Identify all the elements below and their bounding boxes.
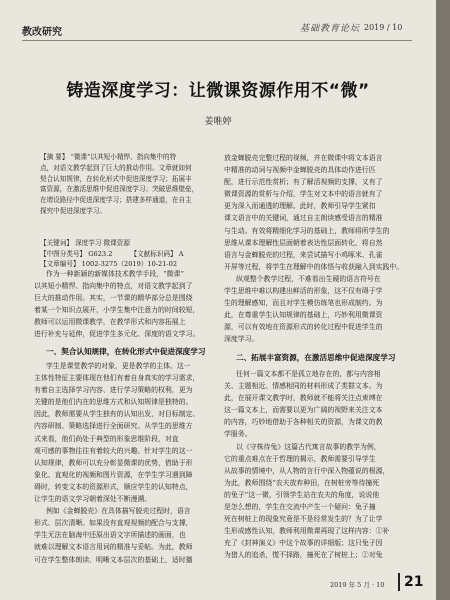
abstract-line: 契合认知规律，在转化形式中促进深度学习；拓展丰: [40, 174, 192, 183]
abstract-line: 点，对语文教学起到了巨大的推动作用。文章就如何: [40, 163, 192, 172]
body-line: 认知规律，教师可以充分彰显微课的优势，借助于形: [34, 458, 193, 467]
classification-number: 【中图分类号】 G623.2: [40, 249, 113, 258]
body-line: 以《守株待兔》这篇古代寓言故事的教学为例，: [236, 442, 381, 451]
body-line: 充了《封神演义》中这个故事的详细版；这只兔子因: [224, 539, 383, 548]
body-line: 式来看，他们尚处于典型的形象思维阶段，对直: [34, 434, 179, 443]
body-line: 学生思维中难以构建出鲜活的形象，这不仅有碍于学: [224, 287, 383, 296]
body-line: 深度学习。: [224, 335, 259, 344]
keywords: 【关键词】 深度学习 微课资源: [40, 239, 130, 247]
abstract: [40, 152, 206, 217]
article-author: 姜唯婷: [204, 117, 232, 127]
body-line: 学生无法在脑海中还原出语文字所描述的画面，也: [34, 531, 186, 540]
body-line: 主体性特征主要体现在他们有着自身真实的学习需求，: [34, 374, 200, 383]
left-column-body: [34, 268, 206, 341]
body-line: 学生是课堂教学的对象，更是教学的主体。这一: [46, 362, 191, 370]
page-number-bar: [398, 573, 400, 591]
body-line: 开屏等过程，将学生在理解中的体悟与收获融入到实践中。: [224, 262, 404, 271]
body-line: 死在树桩上的现象究竟是不是经常发生的？为了让学: [224, 515, 383, 524]
body-line: 内容研制、策略选择进行全面研究。从学生的思维方: [34, 422, 193, 431]
abstract-meta: [40, 238, 206, 270]
body-line: 微课资源的赏析与介绍，学生对文本中的语言就有了: [224, 190, 383, 199]
body-line: 是怎么想的，学生在交流中产生一个疑问：兔子撞: [224, 503, 376, 512]
body-line: 形式、层次清晰。如果没有直观视频的配合与支撑，: [34, 519, 193, 528]
body-line: 有着自主选择学习内容、进行学习策略的权利，更为: [34, 386, 193, 395]
section-2-body: [224, 368, 404, 562]
body-line: 为此，教师围绕“农夫放弃种田，在树桩旁等待撞死: [224, 478, 380, 487]
page-edge-shadow: [436, 0, 450, 600]
body-line: 更为深入而通透的理解。此时，教师引导学生紧扣: [224, 202, 376, 211]
body-line: 这一篇文本上，而需要以更为广阔的视野来关注文本: [224, 406, 383, 415]
body-line: 观可感的事物往往有着较大的兴趣。针对学生的这一: [34, 446, 193, 455]
body-line: 巨大的推动作用。其实，一节课的精华部分总是围绕: [34, 294, 193, 303]
body-line: 任何一篇文本都不是孤立地存在的，都与内容相: [236, 370, 381, 378]
body-line: 语言与金蝉脱壳的过程，来尝试描写小鸡啄米、孔雀: [224, 250, 383, 259]
body-line: 与生动。有效将精细化学习的基础上，教师将所学生的: [224, 226, 390, 235]
abstract-line: 在增设路径中促进深度学习；搭建多样通道，在自主: [40, 196, 192, 205]
body-line: 因此，教师需要从学生独有的认知出发，对目标制定、: [34, 410, 200, 419]
body-line: 课文语言中的关键词，通过自主朗读感受语言的精准: [224, 214, 383, 223]
abstract-line: 富资源，在激活思维中促进深度学习；突破思维壁垒，: [40, 185, 199, 194]
body-line: 让学生的语文学习朝着深处不断漫溯。: [34, 495, 152, 504]
section-1-body: [34, 360, 206, 566]
body-line: 此，在展开课文教学时，教师就不能将关注点束缚在: [224, 394, 383, 403]
body-line: 着某一个知识点展开，小学生集中注意力的时间较短，: [34, 306, 200, 315]
article-number: 【文章编号】 1002-3275（2019）10-21-02: [40, 260, 178, 269]
body-line: 生的理解感知，而且对学生模仿练笔也形成制约。为: [224, 299, 383, 308]
body-line: 它的重点难点在于哲理的揭示，教师需要引导学生: [224, 454, 376, 463]
body-line: 此，在尊重学生认知规律的基础上，巧妙利用微课资: [224, 311, 383, 320]
body-line: 教师可以运用微课教学，在教学形式和内容拓展上: [34, 318, 186, 327]
body-line: 就难以理解文本语言用词的精准与妥帖。为此，教师: [34, 543, 193, 552]
body-line: 例如《金蝉脱壳》在具体描写脱壳过程时，语言: [46, 507, 191, 516]
journal-name: 基础教育论坛: [300, 24, 361, 34]
section-2-heading: 二、拓展丰富资源，在激活思维中促进深度学习: [236, 353, 396, 362]
body-line: 为猎人的追杀，慌不择路，撞死在了树桩上；②对兔: [224, 551, 383, 560]
body-line: 的内容，巧妙地借助于各种相关的资源，为课文的教: [224, 418, 383, 427]
document-code: 【文献标识码】 A: [130, 249, 184, 258]
body-line: 象化、直观化的视频和图片资源，在学生学习遇到障: [34, 470, 193, 479]
classification-row: [40, 249, 206, 260]
section-1-heading: 一、契合认知规律，在转化形式中促进深度学习: [46, 347, 206, 356]
body-line: 关、主题相近、情感相同的材料形成了类群文本。为: [224, 382, 383, 391]
right-column-top: [224, 152, 404, 346]
article-title: 铸造深度学习：让微课资源作用不“微”: [66, 81, 370, 101]
body-line: 中精准的动词与视频中金蝉脱壳的具体动作进行匹: [224, 166, 376, 175]
abstract-line: 探究中促进深度学习。: [40, 206, 106, 215]
body-line: 进行补充与延伸，促进学生多元化、深度的语文学习。: [34, 330, 200, 339]
body-line: 纵观整个教学过程，不难看出生硬的语言符号在: [236, 274, 381, 283]
body-line: 配，进行示范性赏析；有了解活视频的支撑，又有了: [224, 178, 383, 187]
body-line: 学服务。: [224, 430, 252, 439]
body-line: 从故事的情境中，从人物的言行中深入物蕴说的根源，: [224, 466, 390, 475]
page-number: 21: [404, 574, 424, 590]
abstract-line: 【摘 要】 “微课”以其短小精悍、指向集中的特: [40, 153, 177, 161]
body-line: 可在学生整体朗读、明晰文本层次的基础上，适时播: [34, 555, 193, 564]
section-label: 教改研究: [22, 27, 62, 38]
body-line: 碍时，转变文本的资源形式，顺应学生的认知特点，: [34, 482, 193, 491]
body-line: 生形成感性认知，教师利用微课再现了这样内容：①补: [224, 527, 390, 536]
body-line: 作为一种新颖的新媒体技术教学手段，“微课”: [46, 270, 184, 278]
issue-number: 2019 / 10: [364, 23, 403, 32]
body-line: 源，可以有效地在资源形式的转化过程中促进学生的: [224, 323, 383, 332]
body-line: 的兔子”这一微，引领学生站在农夫的角度，说说他: [224, 490, 380, 499]
body-line: 以其短小精悍、指向集中的特点，对语文教学起到了: [34, 282, 193, 291]
body-line: 思维从课本理解性层面朝着表达性层面转化，将自然: [224, 238, 383, 247]
body-line: 放金蝉脱壳完整过程的视频，并在微课中将文本语言: [224, 154, 383, 162]
body-line: 关键的是他们内在的思维方式和认知规律是独特的。: [34, 398, 193, 407]
footer-date: 2019 年 5 月 · 10: [330, 581, 385, 589]
